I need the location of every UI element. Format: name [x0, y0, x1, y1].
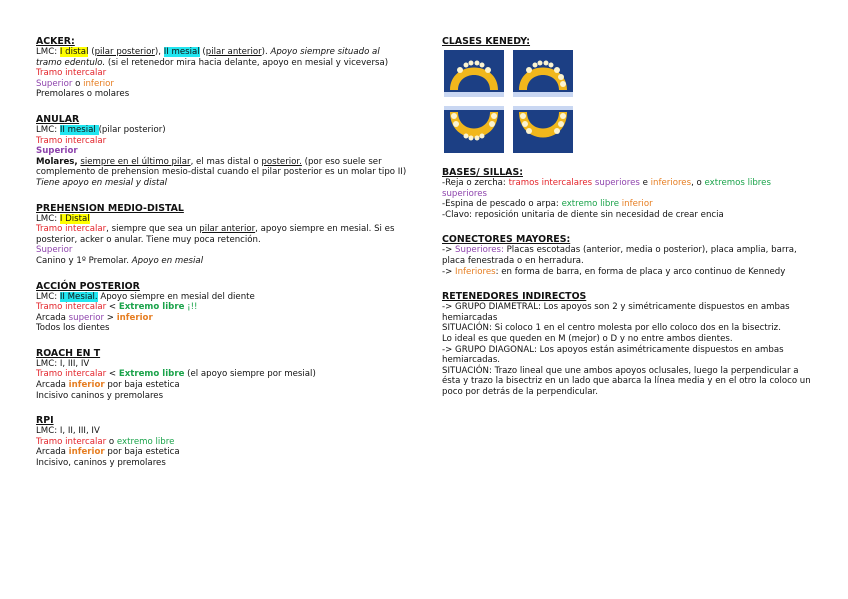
- prehension-superior: Superior: [36, 245, 73, 256]
- less-than: <: [106, 369, 119, 380]
- body-text: -Espina de pescado o arpa:: [442, 199, 562, 210]
- rpi-arcada: [36, 447, 408, 458]
- tramo-text: tramos intercalares: [508, 178, 595, 188]
- rpi-tramo: [36, 437, 408, 448]
- section-accion-posterior: [36, 281, 408, 334]
- extremo-libre-text: Extremo libre: [118, 302, 185, 313]
- acker-tramo: Tramo intercalar: [36, 68, 107, 79]
- highlight-distal: I distal: [59, 47, 89, 57]
- conectores-superiores: [442, 245, 814, 266]
- superior-text: Superiores:: [455, 245, 504, 256]
- bases-line-1: [442, 178, 814, 199]
- roach-arcada: [36, 380, 408, 391]
- section-retenedores: [442, 291, 814, 397]
- underlined-text: pilar posterior: [94, 47, 155, 57]
- prehension-teeth: [36, 256, 408, 267]
- roach-teeth: Incisivo caninos y premolares: [36, 390, 164, 401]
- extremo-libre-text: Extremo libre: [118, 369, 185, 380]
- extremo-libre-text: extremo libre: [561, 199, 622, 210]
- inferior-text: inferiores: [650, 178, 692, 188]
- left-column: [36, 36, 408, 483]
- separator: ).: [261, 47, 271, 57]
- inferior-text: inferior: [83, 78, 114, 89]
- highlight-mesial: II Mesial.: [59, 291, 98, 302]
- inferior-text: inferior: [68, 447, 105, 458]
- anular-lmc: [36, 125, 408, 136]
- lmc-label: LMC:: [36, 47, 60, 57]
- arrow-text: ->: [442, 266, 456, 277]
- body-text: Placas escotadas (anterior, media o posterior), placa amplia, barra, placa fenestrada o en herradura.: [442, 245, 797, 266]
- arcada-label: Arcada: [36, 447, 69, 458]
- retenedores-line-2: SITUACIÓN: Si coloco 1 en el centro molesta por ello coloco dos en la bisectriz.: [442, 323, 781, 334]
- tramo-text: Tramo intercalar: [36, 302, 107, 313]
- section-acker: [36, 36, 408, 100]
- italic-note: Apoyo en mesial: [131, 255, 204, 266]
- section-rpi: [36, 415, 408, 468]
- italic-note: Tiene apoyo en mesial y distal: [36, 177, 167, 188]
- maxillary-arch-class-1: [444, 50, 504, 97]
- tramo-text: Tramo intercalar: [36, 224, 107, 235]
- accion-heading: ACCIÓN POSTERIOR: [36, 280, 140, 292]
- arcada-label: Arcada: [36, 380, 69, 391]
- inferior-text: Inferiores: [455, 266, 496, 277]
- retenedores-line-1: -> GRUPO DIAMETRAL: Los apoyos son 2 y simétricamente dispuestos en ambas hemiarcadas: [442, 302, 790, 323]
- lmc-label: LMC:: [36, 124, 60, 135]
- body-text: -Reja o zercha:: [442, 178, 509, 188]
- roach-lmc: LMC: I, III, IV: [36, 358, 90, 369]
- arcada-label: Arcada: [36, 312, 69, 323]
- underlined-text: pilar anterior: [199, 224, 256, 235]
- connector-text: e: [639, 178, 651, 188]
- section-roach: [36, 348, 408, 401]
- less-than: <: [106, 302, 119, 313]
- highlight-mesial: II mesial: [59, 124, 99, 135]
- body-text: por baja estetica: [104, 447, 180, 458]
- superior-text: superiores: [442, 188, 487, 199]
- bases-heading: BASES/ SILLAS:: [442, 167, 523, 178]
- body-text: , el mas distal o: [190, 156, 262, 167]
- accion-teeth: Todos los dientes: [36, 323, 110, 334]
- prehension-heading: PREHENSION MEDIO-DISTAL: [36, 202, 184, 214]
- body-text: , siempre que sea un: [106, 224, 200, 235]
- mandibular-arch-class-3: [444, 106, 504, 153]
- underlined-text: posterior.: [261, 156, 302, 167]
- body-text: , apoyo siempre en mesial. Si es posterior, acker o anular. Tiene muy poca retención.: [36, 224, 395, 245]
- acker-lmc: [36, 47, 408, 68]
- retenedores-line-5: SITUACIÓN: Trazo lineal que une ambos apoyos oclusales, luego la perpendicular a ésta y trazo la bisectriz en un lado que abarca la línea media y en el otro la coloco un poco por detrás de la perpendicular.: [442, 365, 811, 397]
- separator: (: [88, 47, 95, 57]
- prehension-lmc: [36, 214, 408, 225]
- underlined-text: pilar anterior: [205, 47, 262, 57]
- rpi-lmc: LMC: I, II, III, IV: [36, 426, 100, 437]
- bases-line-2: [442, 199, 814, 210]
- acker-teeth: Premolares o molares: [36, 89, 130, 100]
- inferior-text: inferior: [68, 380, 105, 391]
- separator: (: [199, 47, 206, 57]
- body-text: Canino y 1º Premolar.: [36, 255, 132, 266]
- body-text: : en forma de barra, en forma de placa y arco continuo de Kennedy: [495, 266, 786, 277]
- anular-superior: Superior: [36, 146, 78, 157]
- section-prehension: [36, 203, 408, 267]
- connector-text: , o: [691, 178, 705, 188]
- accion-lmc: [36, 292, 408, 303]
- accion-tramo: [36, 302, 408, 313]
- retenedores-line-3: Lo ideal es que queden en M (mejor) o D y no entre ambos dientes.: [442, 333, 733, 344]
- rpi-heading: RPI: [36, 415, 54, 427]
- rpi-teeth: Incisivo, caninos y premolares: [36, 458, 166, 469]
- conectores-inferiores: [442, 267, 814, 278]
- acker-arch: [36, 79, 408, 90]
- retenedores-line-4: -> GRUPO DIAGONAL: Los apoyos están asimétricamente dispuestos en ambas hemiarcadas.: [442, 344, 784, 366]
- superior-text: Superior: [36, 78, 73, 89]
- kennedy-class-images: [444, 50, 814, 153]
- lmc-label: LMC:: [36, 213, 60, 224]
- tramo-text: Tramo intercalar: [36, 436, 107, 447]
- roach-tramo: [36, 369, 408, 380]
- bases-line-3: -Clavo: reposición unitaria de diente sin necesidad de crear encia: [442, 209, 724, 220]
- arrow-text: ->: [442, 245, 456, 256]
- prehension-desc: [36, 224, 408, 245]
- inferior-text: inferior: [116, 312, 153, 323]
- mandibular-arch-class-4: [513, 106, 573, 153]
- extremo-libre-text: extremos libres: [704, 178, 771, 188]
- note-text: (pilar posterior): [98, 124, 166, 135]
- italic-note: Apoyo siempre situado al tramo edentulo.: [36, 47, 380, 68]
- superior-text: superior: [68, 312, 105, 323]
- tramo-text: Tramo intercalar: [36, 369, 107, 380]
- section-bases: [442, 167, 814, 220]
- section-conectores: [442, 234, 814, 277]
- lmc-label: LMC:: [36, 291, 60, 302]
- retenedores-heading: RETENEDORES INDIRECTOS: [442, 291, 587, 303]
- roach-heading: ROACH EN T: [36, 347, 101, 359]
- greater-than: >: [104, 312, 117, 323]
- body-text: Apoyo siempre en mesial del diente: [97, 291, 255, 302]
- acker-heading: ACKER:: [36, 36, 75, 47]
- highlight-mesial: II mesial: [163, 47, 200, 57]
- section-anular: [36, 114, 408, 189]
- body-text: (por eso suele ser complemento de prehension mesio-distal cuando el pilar posterior es un molar tipo II): [36, 156, 407, 178]
- highlight-distal: I Distal: [59, 213, 90, 224]
- underlined-text: siempre en el último pilar: [80, 156, 191, 167]
- separator: ),: [154, 47, 164, 57]
- conectores-heading: CONECTORES MAYORES:: [442, 234, 571, 246]
- note-text: (el apoyo siempre por mesial): [184, 369, 316, 380]
- accion-arcada: [36, 313, 408, 324]
- maxillary-arch-class-2: [513, 50, 573, 97]
- superior-text: superiores: [594, 178, 640, 188]
- exclamation: ¡!!: [184, 302, 198, 313]
- connector-text: o: [106, 436, 117, 447]
- right-column: [442, 36, 814, 412]
- extremo-libre-text: extremo libre: [116, 436, 175, 447]
- inferior-text: inferior: [621, 199, 653, 210]
- body-text: por baja estetica: [104, 380, 180, 391]
- anular-heading: ANULAR: [36, 113, 80, 125]
- note-text: (si el retenedor mira hacia delante, apoyo en mesial y viceversa): [105, 57, 389, 68]
- anular-desc: [36, 157, 408, 189]
- anular-tramo: Tramo intercalar: [36, 135, 107, 146]
- clases-heading: CLASES KENEDY:: [442, 36, 531, 47]
- bold-text: Molares,: [36, 156, 78, 167]
- connector-text: o: [72, 78, 84, 89]
- section-clases-kenedy: [442, 36, 814, 153]
